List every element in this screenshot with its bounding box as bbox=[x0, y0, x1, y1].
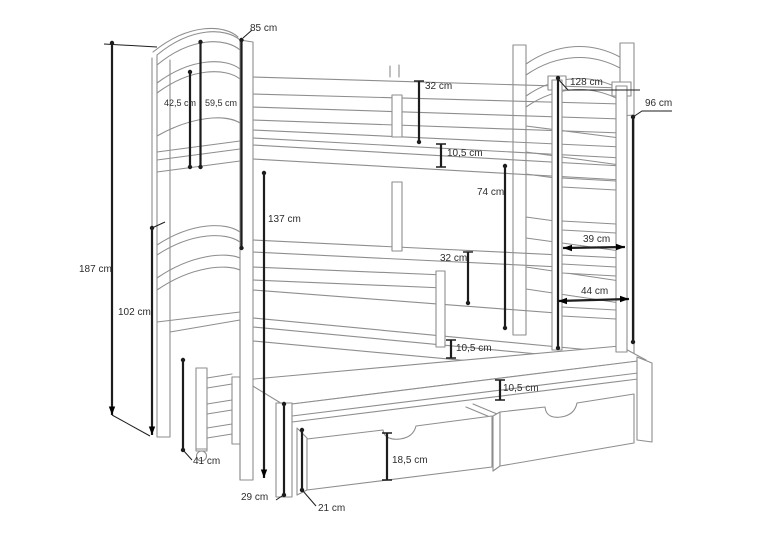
dim-label-lower-frame-height: 102 cm bbox=[118, 307, 151, 318]
dim-label-headboard-inner-arch: 42,5 cm bbox=[164, 98, 197, 108]
ladder-rung bbox=[562, 307, 616, 319]
dim-label-lower-rail-thickness: 10,5 cm bbox=[456, 343, 492, 354]
ladder-right-rail bbox=[616, 86, 627, 352]
dim-label-ladder-outer-width: 44 cm bbox=[581, 286, 609, 297]
dim-label-drawer-front-height: 18,5 cm bbox=[392, 455, 428, 466]
dim-label-trundle-rail-thickness: 10,5 cm bbox=[503, 383, 539, 394]
right-headboard-back-post bbox=[513, 45, 526, 335]
dim-label-upper-guard-height: 32 cm bbox=[425, 81, 453, 92]
lower-guard-rail bbox=[253, 267, 444, 288]
dim-label-lower-guard-height: 32 cm bbox=[440, 253, 468, 264]
upper-guard-mid-post bbox=[392, 95, 402, 137]
dim-label-ladder-inner-width: 39 cm bbox=[583, 234, 611, 245]
dim-label-bunk-clearance: 74 cm bbox=[477, 187, 505, 198]
trundle-end-post bbox=[196, 368, 207, 451]
dim-label-overall-height: 187 cm bbox=[79, 264, 112, 275]
dim-label-headboard-post: 85 cm bbox=[250, 23, 278, 34]
dim-label-upper-platform-height: 137 cm bbox=[268, 214, 301, 225]
dim-label-guard-above-base: 128 cm bbox=[570, 77, 603, 88]
dim-label-trundle-end-height: 41 cm bbox=[193, 456, 221, 467]
lower-mid-post bbox=[392, 182, 402, 251]
dim-label-headboard-outer-arch: 59,5 cm bbox=[205, 98, 238, 108]
trundle-end bbox=[196, 368, 243, 461]
dim-label-right-post-height: 96 cm bbox=[645, 98, 673, 109]
dim-label-upper-rail-thickness: 10,5 cm bbox=[447, 148, 483, 159]
lower-guard-end-post bbox=[436, 271, 445, 347]
drawer-right bbox=[493, 394, 634, 471]
drawer-front bbox=[500, 394, 634, 466]
trundle-front-right-post bbox=[637, 357, 652, 442]
drawer-front bbox=[307, 416, 492, 490]
dim-label-trundle-frame-height: 29 cm bbox=[241, 492, 269, 503]
dim-label-drawer-side-height: 21 cm bbox=[318, 503, 346, 514]
